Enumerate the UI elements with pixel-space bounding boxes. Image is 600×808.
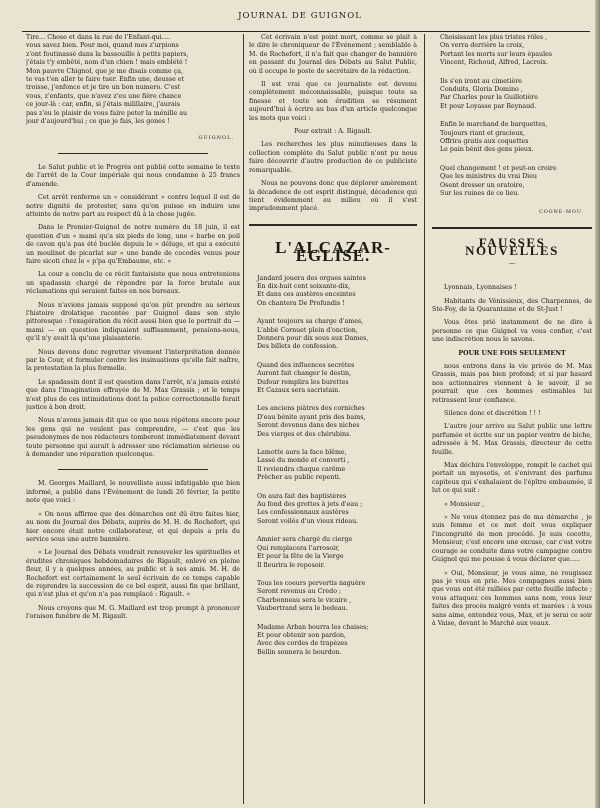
text-line: Mon pauvre Chignol, que je me disais comme ça, [26, 67, 183, 75]
poem-line: D'eau bénite ayant pris des bains, [257, 413, 366, 421]
poem-line: Prêcher au public repenti. [257, 474, 341, 482]
guignol-intro [26, 34, 240, 126]
text-line: vous, z'enfants, que n'avez z'eu une fière chance [26, 92, 182, 100]
paragraph: Nous croyons que M. G. Maillard est trop prompt à prononcer l'oraison funèbre de M. Rigault. [26, 604, 240, 621]
poem-line: Le pain bénit des gens pieux. [440, 146, 534, 154]
poem-line: Conduits, Gloria Domino , [440, 86, 523, 94]
poem-line: Et pour la fête de la Vierge [257, 553, 344, 561]
poem-line: Il fleurira le reposoir. [257, 561, 325, 569]
poem-stanza [440, 34, 592, 68]
alcazar-poem [249, 275, 417, 658]
separator-rule [58, 153, 208, 154]
text-line: j'étais t'y embêté, nom d'un chien ! mais emblété ! [26, 59, 188, 67]
poem-line: Choisissant les plus tristes rôles , [440, 34, 548, 41]
text-line: pas z'eu le plaisir de vous faire peter la ménille au [26, 109, 188, 117]
paragraph: Vous êtes prié instamment de ne dire à personne ce que Guignol va vous confier, c'est une indiscrétion nous le savons. [432, 319, 592, 344]
fausses-nouvelles-intro [432, 284, 592, 344]
poem-line: Tous les coeurs pervertis naguère [257, 579, 366, 587]
poem-line: Lassé du monde et converti , [257, 457, 350, 465]
poem-line: Au fond des grottes à jets d'eau ; [257, 501, 363, 509]
paragraph: Habitants de Vénissieux, des Charpennes, de Ste-Foy, de la Quarantaine et de St-Just ! [432, 297, 592, 313]
text-line: z'ont foutinassé dans la bassouille à petits papiers, [26, 50, 189, 58]
paragraph: Le spadassin dont il est question dans l'arrêt, n'a jamais existé que dans l'imagination effrayée de M. Max Grassis ; et le temps n'est plus de ces intimidations dont la police correctionnelle ferait justice à bon droit. [26, 378, 240, 412]
poem-line: Ils s'en iront au cimetière [440, 77, 522, 85]
paragraph: La cour a conclu de ce récit fantaisiste que nous entretenions un spadassin chargé de répondre par la force brutale aux réclamations qui seraient faites en nos bureaux. [26, 271, 240, 296]
poem-line: Quand des influences secrètes [257, 361, 355, 369]
poem-line: Vaubertrand sera le bedeau. [257, 605, 348, 613]
poem-line: L'abbé Cornuet plein d'onction, [257, 326, 358, 334]
paragraph: Il est vrai que ce journaliste est devenu complètement méconnaissable, puisque toute sa finesse et toute son érudition se résument aujourd'hui à écrire au bas d'un article quelconque les mots que voici : [249, 81, 417, 122]
paragraph: Dans le Premier-Guignol de notre numéro du 18 juin, il est question d'un « mami qu'a six pieds de long, une « barbe en poil de cavon qu'a pas été buclée depuis le « déluge, et qui a exécuté un moulinet de picarlat sur « une bande de cocodès venus pour faire sicoti chez le « p'pa qu'Embaume, etc. » [26, 224, 240, 265]
poem-stanza [440, 78, 592, 112]
poem-line: Et Cazaux sera sacristain. [257, 387, 341, 394]
paragraph: M. Georges Maillard, le nouvelliste aussi infatigable que bien informé, a publié dans l'Événement de lundi 26 février, la petite note que voici : [26, 480, 240, 505]
poem-line: Donnera pour dix sous aux Dames, [257, 334, 369, 342]
poem-line: Des billets de confession. [257, 343, 339, 351]
extract-line: Pour extrait : A. Rigault. [294, 128, 372, 136]
poem-line: Jandard jouera des orgues saintes [257, 274, 366, 282]
poem-line: Toujours riant et gracieux, [440, 129, 525, 137]
poem-line: On aura fait des baptistères [257, 492, 347, 500]
poem-stanza [257, 362, 417, 396]
rigault-article-end [249, 141, 417, 213]
column-3 [432, 34, 592, 804]
paragraph: « Ne vous étonnez pas de ma démarche , je suis femme et ce mot doit vous expliquer l'incongruité de mon procédé. Je suis cocotte, Monsieur, c'est encore une excuse, car c'est votre courage se conduite dans votre campagne contre Guignol qui me pousse à vous déclarer que….. [432, 514, 592, 564]
poem-line: Par Charles pour la Guillotière [440, 94, 538, 102]
paragraph: Cet écrivain n'est point mort, comme se plait à le dire le chroniqueur de l'Événement ; semblable à M. de Rochefort, il n'a fait que changer de bannière en passant du Journal des Débats au Salut Public, où il occupe le poste de secrétaire de la rédaction. [249, 34, 417, 75]
paragraph: « Monsieur , [444, 500, 485, 508]
poem-line: Il reviendra chaque carême [257, 465, 346, 473]
poem-line: Et pour obtenir son pardon, [257, 631, 346, 639]
poem-line: En dix-huit cent soixante-dix, [257, 282, 351, 290]
poem-line: Lamotte aura la face blême, [257, 449, 347, 457]
text-line: vous savez bien. Pour moi, quand mes z'urpions [26, 42, 179, 50]
section-rule [432, 227, 592, 229]
column-rule-1 [243, 34, 244, 804]
poem-line: Sur les ruines de ce lieu. [440, 190, 520, 198]
fausses-nouvelles-title: FAUSSES NOUVELLES [465, 234, 559, 259]
poem-line: Charbonneau sera le vicaire , [257, 596, 352, 604]
poem-line: Seront revenus au Credo ; [257, 588, 342, 596]
column-rule-2 [424, 34, 425, 804]
poem-stanza [257, 580, 417, 614]
poem-line: Offrira gratis aux coquettes [440, 138, 529, 146]
poem-line: Vincent, Richoud, Alfred, Lacroix. [440, 59, 549, 67]
poem-line: Des vierges et des chérubins. [257, 430, 352, 438]
paragraph: Cet arrêt renferme un « considérant » contre lequel il est de notre dignité de protester, sans qu'on puisse en induire une atteinte de notre part au respect dû à la chose jugée. [26, 194, 240, 218]
alcazar-title: L'ALCAZAR-ÉGLISE. [275, 237, 391, 266]
poem-line: Ayant toujours sa charge d'ames, [257, 318, 364, 326]
guignol-signature: GUIGNOL. [198, 135, 234, 142]
poem-line: Avec des cordes de trapèzes [257, 640, 348, 648]
maillard-article [26, 480, 240, 621]
poem-line: Madame Arban bourra les chaises; [257, 623, 369, 631]
poem-line: Qui remplacera l'arrosoir, [257, 544, 340, 552]
rigault-article [249, 34, 417, 123]
page-edge [595, 0, 600, 808]
paragraph: nous entrons dans la vie privée de M. Max Grassis, mais pas bien profond; et si par hasard nos actionnaires viennent à le savoir, il se pourrait que ces hommes estimables lui retirassent leur confiance. [432, 362, 592, 404]
alcazar-poem-continued [432, 34, 592, 199]
paragraph: Nous n'avons jamais dit que ce que nous répétons encore pour les gens qui ne veulent pas comprendre, — c'est que les pseudonymes de nos rédacteurs tomberont immédiatement devant toute personne qui aurait à adresser une réclamation sérieuse ou à demander une réparation quelconque. [26, 417, 240, 459]
poem-line: Enfin le marchand de barquettes, [440, 121, 548, 129]
text-line: Tire… Chose et dans la rue de l'Enfant-qui…. [26, 34, 171, 41]
arret-article [26, 164, 240, 460]
poem-stanza [257, 624, 417, 658]
text-line: jour d'aujourd'hui ; ce que je fais, les gones ! [26, 118, 170, 126]
separator-rule [58, 469, 208, 470]
poem-line: Les confessionnaux austères [257, 509, 349, 517]
poem-line: On verra derrière la croix, [440, 42, 525, 50]
poem-line: Bellin sonnera le bourdon. [257, 648, 342, 656]
poem-line: Les anciens piâtres des corniches [257, 405, 365, 413]
header-rule [22, 31, 590, 32]
poem-stanza [257, 405, 417, 439]
paragraph: « Le Journal des Débats voudrait renouveler les spirituelles et érudites chroniques hebdomadaires de Rigault, enlevé en pleine fleur, il y a quelques années, au public et à ses amis. M. H. de Rochefort est certainement le seul écrivain de ce temps capable de reprendre la succession de ce bel esprit, aussi fin que brillant, qui n'est plus et qu'on n'a pas remplacé : Rigault. » [26, 549, 240, 599]
text-line: te vas t'en aller te faire tuer. Enfin une, deusse et [26, 76, 185, 84]
poem-stanza [440, 165, 592, 199]
column-2 [249, 34, 417, 804]
poem-line: Auront fait changer le destin, [257, 370, 352, 378]
paragraph: Les recherches les plus minutieuses dans la collection complète du Salut public n'ont pu nous faire découvrir d'autre production de ce publiciste remarquable. [249, 141, 417, 174]
column-1 [26, 34, 240, 804]
paragraph: Nous n'avions jamais supposé qu'on pût prendre au sérieux l'histoire drolatique racontée par Guignol dans son style pittoresque : l'exagération du récit aussi bien que le portrait du — mami — en question indiquaient suffisamment, pensions-nous, qu'il n'y avait là qu'une plaisanterie. [26, 301, 240, 343]
headline: POUR UNE FOIS SEULEMENT [458, 349, 566, 357]
poem-line: Seront voilés d'un vieux rideau. [257, 517, 359, 525]
text-line: ce jour-là : car, enfin, si j'étais milillaire, j'aurais [26, 101, 180, 109]
poem-line: Osent dresser un oratoire, [440, 181, 525, 189]
poem-line: Seront devenus dans des niches [257, 422, 360, 430]
paragraph: Silence donc et discrétion ! ! ! [444, 410, 541, 417]
running-header: JOURNAL DE GUIGNOL [238, 11, 362, 21]
paragraph: « On nous affirme que des démarches ont dû être faites hier, au nom du Journal des Débats, auprès de M. H. de Rochefort, qui hier encore était notre collaborateur, et qui depuis a pris du service sous une autre bannière. [26, 510, 240, 543]
poem-line: Et pour Loyasse par Reynaud. [440, 102, 537, 110]
poem-stanza [257, 449, 417, 483]
paragraph: Max déchira l'enveloppe, rompit le cachet qui portait un myosotis, et s'enivrant des parfums capiteux qui s'exhalaient de l'épître embaumée, il lut ce qui suit : [432, 462, 592, 495]
text-line: troisse, j'enfonce et je tire un bon numero. C'est [26, 84, 181, 92]
section-rule [249, 224, 417, 226]
poem-stanza [257, 318, 417, 352]
poem-line: On chantera De Profundis ! [257, 299, 345, 307]
poem-line: Quel changement ! et peut-on croire [440, 164, 557, 172]
poem-line: Que les ministres du vrai Dieu [440, 173, 537, 181]
poem-line: Dufour remplira les burettes [257, 378, 349, 386]
paragraph: Le Salut public et le Progrès ont publié cette semaine le texte de l'arrêt de la Cour impériale qui nous condamne à 25 francs d'amende. [26, 163, 240, 188]
poem-stanza [257, 536, 417, 570]
poem-signature: COGNE-MOU. [539, 209, 584, 215]
poem-stanza [257, 275, 417, 309]
paragraph: Lyonnais, Lyonnaises ! [444, 284, 517, 292]
paragraph: L'autre jour arrive au Salut public une lettre parfumée et écrite sur un papier ventre de biche, adressée à M. Max Grassis, directeur de cette feuille. [432, 423, 592, 456]
paragraph: Nous devons donc regretter vivement l'interprétation donnée par la Cour, et formuler contre les insinuations qu'elle fait naître, la protestation la plus formelle. [26, 348, 240, 373]
paragraph: Nous ne pouvons donc que déplorer amèrement la décadence de cet esprit distingué, décadence qui tient évidemment au milieu où il s'est imprudemment placé. [249, 180, 417, 213]
poem-line: Portant les morts sur leurs épaules [440, 50, 553, 58]
poem-stanza [257, 493, 417, 527]
poem-stanza [440, 121, 592, 155]
fausses-nouvelles-body [432, 363, 592, 628]
poem-line: Et dans ces austères enceintes [257, 291, 356, 299]
title-dash: — [508, 259, 516, 267]
poem-line: Amnier sera chargé du cierge [257, 536, 353, 544]
paragraph: « Oui, Monsieur, je vous aime, ne rougissez pas je vous en prie. Mes compagnes aussi bien que vous ont été raillées par cette feuille infecte ; vous attaquez ces hommes sans nom, vous leur faites des procès malgré vents et marées : à vous sans aime, entendez vous, Max, et je serai ce soir à Vaise, devant le Marché aux veaux. [432, 569, 592, 627]
